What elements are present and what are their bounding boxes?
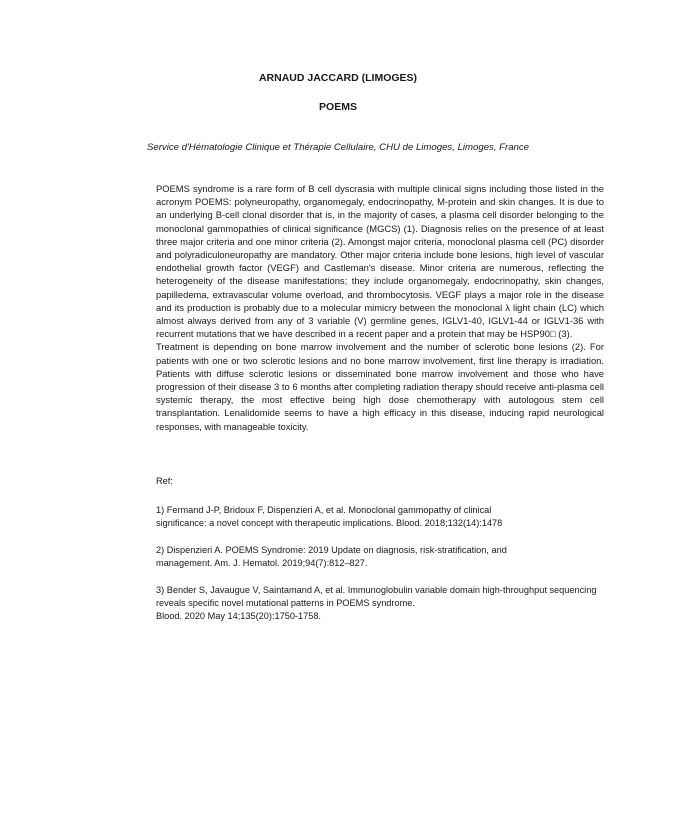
author-heading: ARNAUD JACCARD (LIMOGES) [258,72,418,84]
references-section [156,475,604,637]
reference-3-line-2: reveals specific novel mutational patterns in POEMS syndrome. [156,598,415,608]
references-heading: Ref: [156,476,173,486]
reference-2-line-1: 2) Dispenzieri A. POEMS Syndrome: 2019 Update on diagnosis, risk-stratification, and [156,545,507,555]
reference-3-line-1: 3) Bender S, Javaugue V, Saintamand A, et al. Immunoglobulin variable domain high-throughput sequencing [156,585,597,595]
reference-item-2 [156,544,604,570]
reference-3-line-3: Blood. 2020 May 14;135(20):1750-1758. [156,611,321,621]
abstract-paragraph-2: Treatment is depending on bone marrow involvement and the number of sclerotic bone lesions (2). For patients with one or two sclerotic lesions and no bone marrow involvement, first line therapy is irradiation. Patients with diffuse sclerotic lesions or disseminated bone marrow involvement and those who have progression of their disease 3 to 6 months after completing radiation therapy should receive anti-plasma cell systemic therapy, the most effective being high dose chemotherapy with autologous stem cell transplantation. Lenalidomide seems to have a high efficacy in this disease, inducing rapid neurological responses, with manageable toxicity. [156,341,604,432]
reference-item-1 [156,504,604,530]
abstract-body [156,182,604,433]
reference-2-line-2: management. Am. J. Hematol. 2019;94(7):812–827. [156,558,368,568]
reference-1-line-2: significance: a novel concept with therapeutic implications. Blood. 2018;132(14):1478 [156,518,503,528]
reference-1-line-1: 1) Fermand J-P, Bridoux F, Dispenzieri A, et al. Monoclonal gammopathy of clinical [156,505,492,515]
reference-item-3 [156,584,604,623]
document-title: POEMS [319,101,357,113]
abstract-paragraph-1: POEMS syndrome is a rare form of B cell dyscrasia with multiple clinical signs including those listed in the acronym POEMS: polyneuropathy, organomegaly, endocrinopathy, M-protein and skin changes. It is due to an underlying B-cell clonal disorder that is, in the majority of cases, a plasma cell disorder belonging to the monoclonal gammopathies of clinical significance (MGCS) (1). Diagnosis relies on the presence of at least three major criteria and one minor criteria (2). Amongst major criteria, monoclonal plasma cell (PC) disorder and polyradiculoneuropathy are mandatory. Other major criteria include bone lesions, high level of vascular endothelial growth factor (VEGF) and Castleman's disease. Minor criteria are numerous, reflecting the heterogeneity of the disease manifestations; they include organomegaly, endocrinopathy, skin changes, papilledema, extravascular volume overload, and thrombocytosis. VEGF plays a major role in the disease and its production is probably due to a molecular mimicry between the monoclonal λ light chain (LC) which almost always derived from any of 3 variable (V) germline genes, IGLV1-40, IGLV1-44 or IGLV1-36 with recurrent mutations that we have described in a recent paper and a protein that may be HSP90□ (3). [156,183,604,340]
affiliation-line: Service d'Hématologie Clinique et Thérapie Cellulaire, CHU de Limoges, Limoges, France [146,142,530,153]
